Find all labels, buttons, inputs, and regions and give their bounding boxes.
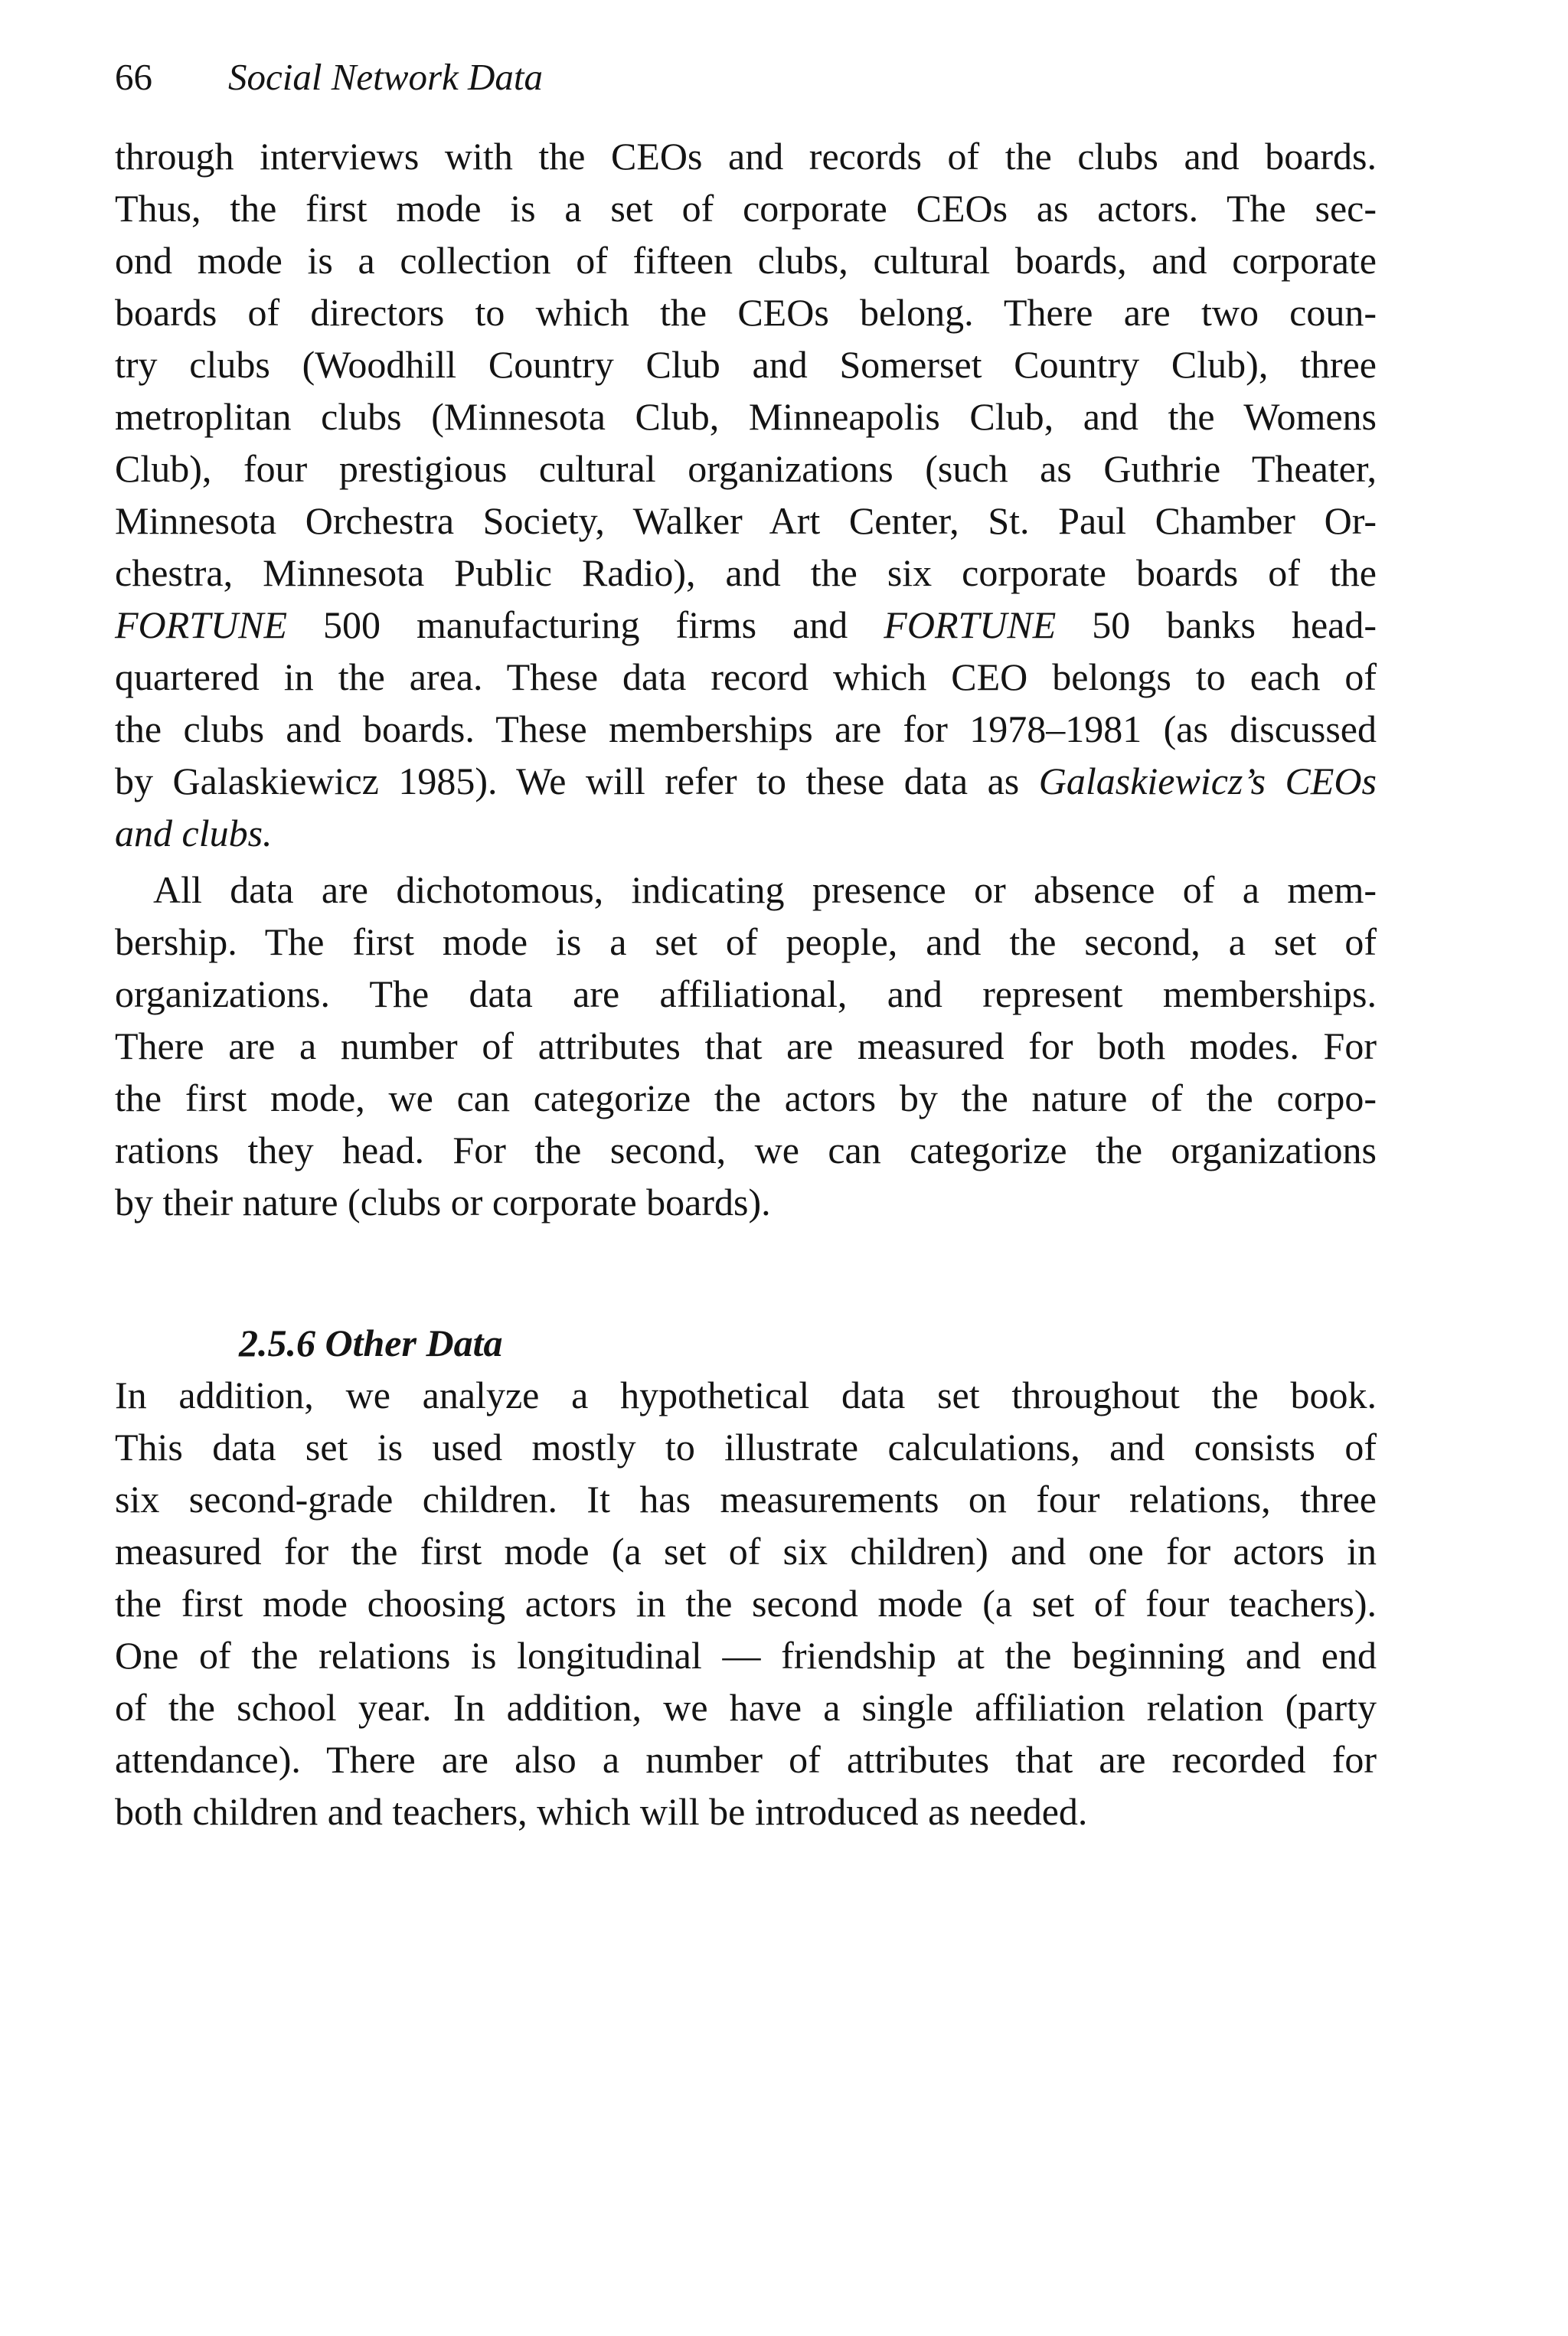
text-line: ond mode is a collection of fifteen clubs, cultural boards, and corporate bbox=[115, 239, 1377, 282]
dataset-name-italic: and clubs. bbox=[115, 812, 273, 854]
fortune-italic: FORTUNE bbox=[115, 603, 287, 646]
text-line: quartered in the area. These data record which CEO belongs to each of bbox=[115, 655, 1377, 698]
text-line: bership. The first mode is a set of people, and the second, a set of bbox=[115, 920, 1377, 963]
fortune-italic: FORTUNE bbox=[884, 603, 1057, 646]
page-number: 66 bbox=[115, 56, 152, 98]
paragraph-data-description bbox=[115, 864, 1377, 1228]
text-line: One of the relations is longitudinal — friendship at the beginning and end bbox=[115, 1634, 1377, 1677]
text-fragment: 500 manufacturing firms and bbox=[287, 603, 884, 646]
dataset-name-italic: Galaskiewicz’s CEOs bbox=[1038, 760, 1377, 802]
page-header bbox=[115, 51, 543, 104]
text-line: boards of directors to which the CEOs belong. There are two coun- bbox=[115, 291, 1377, 334]
text-line: Club), four prestigious cultural organizations (such as Guthrie Theater, bbox=[115, 447, 1377, 490]
text-fragment: 50 banks head- bbox=[1056, 603, 1377, 646]
text-line: both children and teachers, which will be introduced as needed. bbox=[115, 1790, 1088, 1833]
running-title: Social Network Data bbox=[228, 56, 544, 98]
text-line: the clubs and boards. These memberships are for 1978–1981 (as discussed bbox=[115, 707, 1377, 750]
text-line: There are a number of attributes that are measured for both modes. For bbox=[115, 1024, 1377, 1067]
text-line: This data set is used mostly to illustrate calculations, and consists of bbox=[115, 1426, 1377, 1469]
text-line: Thus, the first mode is a set of corporate CEOs as actors. The sec- bbox=[115, 187, 1377, 230]
text-line: All data are dichotomous, indicating presence or absence of a mem- bbox=[153, 868, 1377, 911]
section-heading: 2.5.6 Other Data bbox=[239, 1322, 503, 1364]
text-line: Minnesota Orchestra Society, Walker Art Center, St. Paul Chamber Or- bbox=[115, 499, 1377, 542]
text-line: chestra, Minnesota Public Radio), and the six corporate boards of the bbox=[115, 551, 1377, 594]
text-line: rations they head. For the second, we can categorize the organizations bbox=[115, 1129, 1377, 1171]
text-line: attendance). There are also a number of attributes that are recorded for bbox=[115, 1738, 1377, 1781]
text-line: measured for the first mode (a set of six children) and one for actors in bbox=[115, 1530, 1377, 1573]
text-line: of the school year. In addition, we have a single affiliation relation (party bbox=[115, 1686, 1377, 1729]
text-line: organizations. The data are affiliational, and represent memberships. bbox=[115, 972, 1377, 1015]
text-line: six second-grade children. It has measurements on four relations, three bbox=[115, 1478, 1377, 1521]
text-line: through interviews with the CEOs and records of the clubs and boards. bbox=[115, 135, 1377, 178]
text-line: the first mode choosing actors in the second mode (a set of four teachers). bbox=[115, 1582, 1377, 1625]
text-line bbox=[115, 599, 1377, 651]
text-line bbox=[115, 755, 1377, 807]
text-line: the first mode, we can categorize the actors by the nature of the corpo- bbox=[115, 1077, 1377, 1119]
text-fragment: by Galaskiewicz 1985). We will refer to these data as bbox=[115, 760, 1039, 802]
text-line: In addition, we analyze a hypothetical data set throughout the book. bbox=[115, 1374, 1377, 1416]
text-line bbox=[115, 807, 1377, 859]
text-line: by their nature (clubs or corporate boards). bbox=[115, 1181, 771, 1224]
text-line: metroplitan clubs (Minnesota Club, Minneapolis Club, and the Womens bbox=[115, 395, 1377, 438]
paragraph-other-data bbox=[115, 1369, 1377, 1838]
paragraph-galaskiewicz-data bbox=[115, 130, 1377, 859]
text-line: try clubs (Woodhill Country Club and Somerset Country Club), three bbox=[115, 343, 1377, 386]
